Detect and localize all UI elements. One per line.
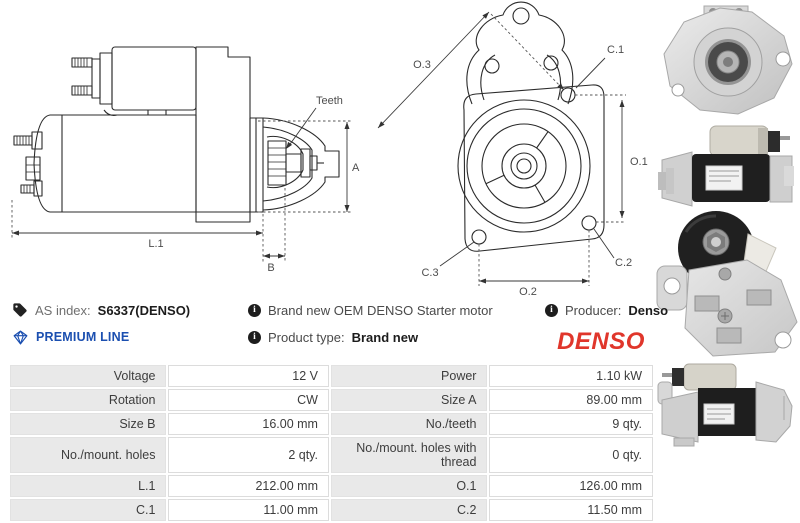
info-column-left: [12, 301, 190, 355]
info-column-right: [545, 301, 669, 356]
dim-label-a: A: [352, 162, 360, 174]
technical-drawing-front-view: [360, 0, 660, 300]
description-line: [248, 301, 493, 319]
dim-label-l1: L.1: [148, 238, 164, 250]
product-type-label: Product type:: [268, 329, 345, 345]
product-photo-side-view-alt: [656, 360, 798, 452]
dim-label-c1: C.1: [607, 44, 625, 56]
spec-label: Size B: [10, 413, 166, 435]
technical-drawing-side-view: [0, 0, 360, 292]
product-type-value: Brand new: [351, 329, 419, 345]
spec-value: 89.00 mm: [489, 389, 653, 411]
spec-value: 9 qty.: [489, 413, 653, 435]
spec-value: CW: [168, 389, 329, 411]
product-type-line: [248, 328, 493, 346]
premium-line-label: PREMIUM LINE: [36, 330, 130, 344]
spec-table: [8, 363, 655, 523]
spec-value: 11.50 mm: [489, 499, 653, 521]
info-icon: i: [248, 304, 261, 317]
spec-label: No./mount. holes with thread: [331, 437, 487, 473]
spec-label: No./teeth: [331, 413, 487, 435]
dim-label-o1: O.1: [630, 156, 648, 168]
dim-label-o3: O.3: [413, 59, 431, 71]
spec-label: O.1: [331, 475, 487, 497]
spec-value: 1.10 kW: [489, 365, 653, 387]
info-column-middle: [248, 301, 493, 355]
table-row: [10, 437, 653, 473]
table-row: [10, 413, 653, 435]
spec-label: L.1: [10, 475, 166, 497]
spec-label: Power: [331, 365, 487, 387]
as-index-label: AS index:: [35, 302, 91, 318]
spec-value: 212.00 mm: [168, 475, 329, 497]
diamond-icon: [12, 329, 29, 346]
teeth-label: Teeth: [316, 95, 343, 107]
tag-icon: [12, 302, 28, 318]
dim-label-c3: C.3: [421, 267, 439, 279]
producer-value: Denso: [628, 302, 669, 318]
product-photo-side-view: [658, 122, 798, 216]
info-icon: i: [545, 304, 558, 317]
spec-value: 126.00 mm: [489, 475, 653, 497]
producer-line: [545, 301, 669, 319]
as-index-value: S6337(DENSO): [97, 302, 191, 318]
spec-value: 0 qty.: [489, 437, 653, 473]
spec-label: C.2: [331, 499, 487, 521]
dim-label-o2: O.2: [519, 286, 537, 298]
spec-label: Size A: [331, 389, 487, 411]
denso-brand-logo: DENSO: [557, 328, 645, 355]
product-photo-rear-bracket: [655, 258, 800, 360]
spec-label: C.1: [10, 499, 166, 521]
producer-label: Producer:: [565, 302, 622, 318]
table-row: [10, 365, 653, 387]
product-photo-front-flange: [656, 2, 798, 120]
as-index-line: [12, 301, 190, 319]
info-icon: i: [248, 331, 261, 344]
premium-line-badge: [12, 328, 190, 346]
spec-value: 16.00 mm: [168, 413, 329, 435]
spec-value: 12 V: [168, 365, 329, 387]
spec-label: Rotation: [10, 389, 166, 411]
dim-label-b: B: [267, 262, 275, 274]
description-text: Brand new OEM DENSO Starter motor: [268, 302, 493, 318]
table-row: [10, 499, 653, 521]
spec-label: Voltage: [10, 365, 166, 387]
dim-label-c2: C.2: [615, 257, 633, 269]
spec-label: No./mount. holes: [10, 437, 166, 473]
table-row: [10, 475, 653, 497]
spec-value: 2 qty.: [168, 437, 329, 473]
spec-value: 11.00 mm: [168, 499, 329, 521]
table-row: [10, 389, 653, 411]
